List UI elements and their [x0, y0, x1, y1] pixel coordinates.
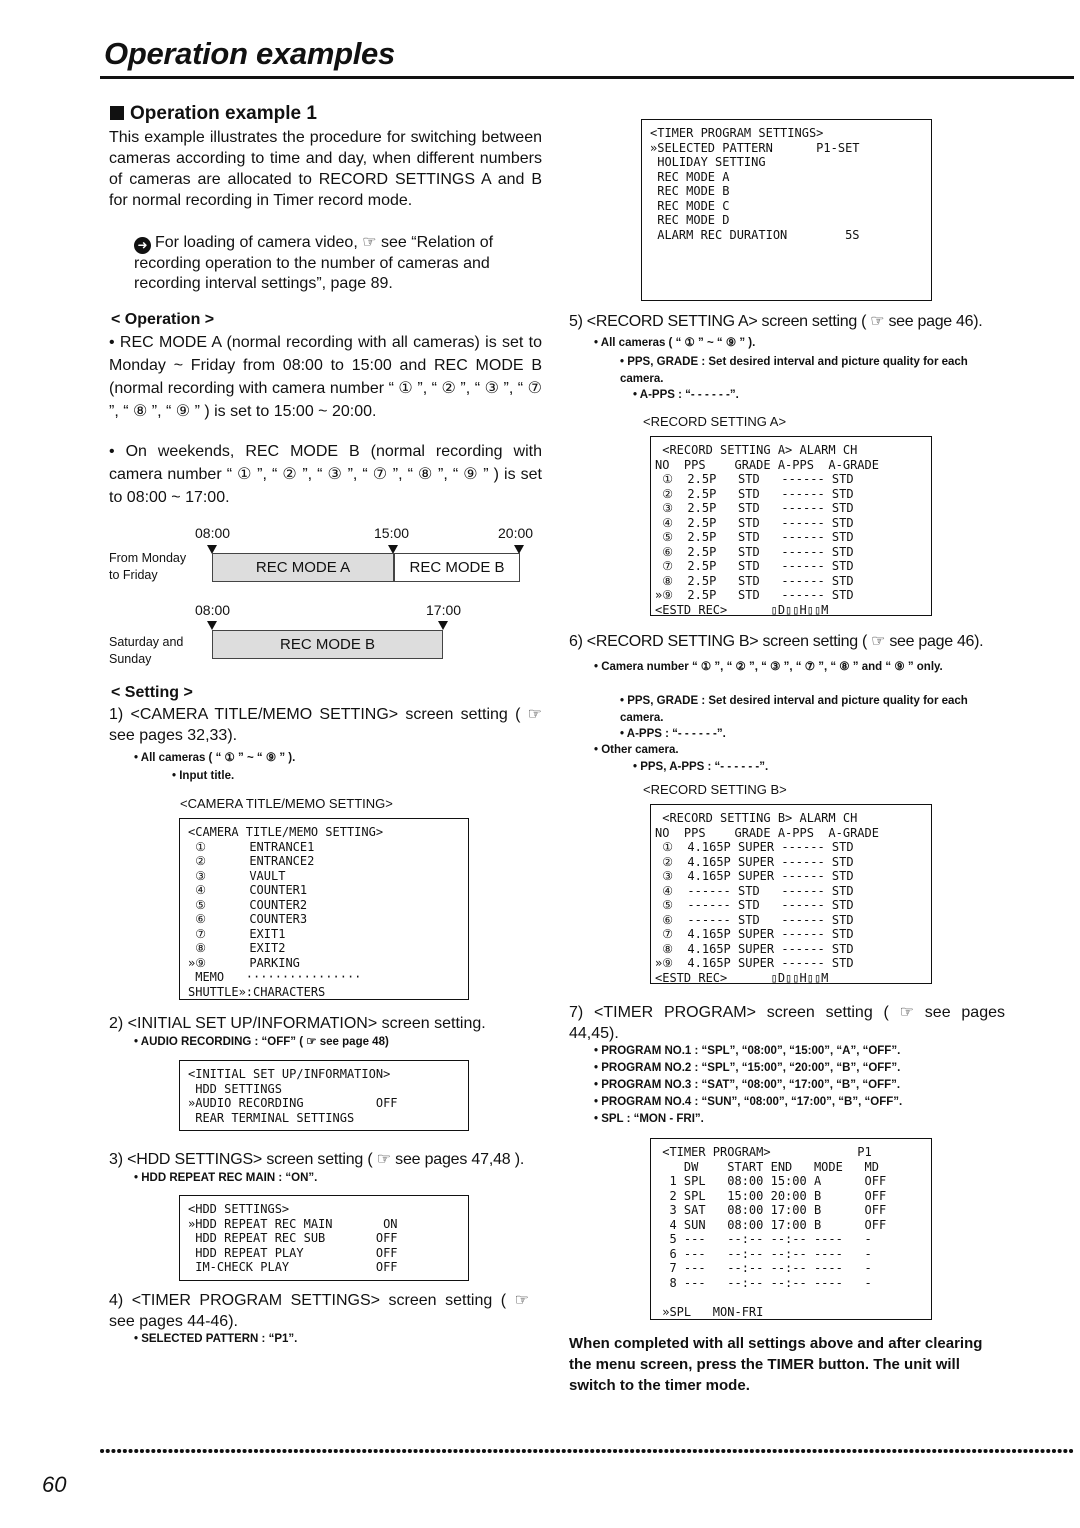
screen-line: REAR TERMINAL SETTINGS — [188, 1110, 355, 1125]
step-2: 2) <INITIAL SET UP/INFORMATION> screen setting. — [109, 1015, 486, 1032]
timer-program-screen — [650, 1138, 932, 1320]
screen-line: HDD SETTINGS — [188, 1081, 282, 1096]
screen-line: »AUDIO RECORDING OFF — [188, 1096, 398, 1110]
screen-line — [655, 1290, 921, 1305]
step-1: 1) <CAMERA TITLE/MEMO SETTING> screen setting ( ☞ see pages 32,33). — [109, 706, 542, 744]
schedule-diagram — [100, 520, 540, 670]
screen-line: REC MODE A — [650, 169, 730, 184]
screen-line: ② 4.165P SUPER ------ STD — [655, 854, 854, 869]
screen-line: ⑦ 4.165P SUPER ------ STD — [655, 927, 854, 941]
step-7-note: • SPL : “MON - FRI”. — [594, 1113, 704, 1125]
step-7-note: • PROGRAM NO.2 : “SPL”, “15:00”, “20:00”, “B”, “OFF”. — [594, 1062, 901, 1074]
screen-line: ⑧ 4.165P SUPER ------ STD — [655, 941, 854, 956]
step-2-note: • AUDIO RECORDING : “OFF” ( ☞ see page 48) — [134, 1036, 389, 1048]
screen-line: <RECORD SETTING A> ALARM CH — [655, 443, 858, 457]
time-label: 20:00 — [498, 525, 534, 541]
screen-line: »⑨ 4.165P SUPER ------ STD — [655, 956, 854, 970]
step-5-note: • A-PPS : “- - - - - -”. — [633, 389, 739, 401]
screen-line: ⑦ EXIT1 — [188, 926, 286, 941]
time-label: 17:00 — [426, 602, 462, 618]
screen-line: ④ 2.5P STD ------ STD — [655, 515, 854, 530]
screen-line: ⑥ 2.5P STD ------ STD — [655, 544, 854, 559]
weekend-label: Saturday and Sunday — [109, 635, 184, 666]
square-bullet-icon — [110, 106, 124, 120]
time-label: 08:00 — [195, 525, 231, 541]
step-6-note: • A-PPS : “- - - - - -”. — [620, 728, 726, 740]
hdd-settings-screen — [179, 1195, 469, 1281]
screen-line: IM-CHECK PLAY OFF — [188, 1260, 398, 1274]
screen-line: REC MODE B — [650, 184, 730, 198]
screen-line: ⑦ 2.5P STD ------ STD — [655, 559, 854, 573]
step-6-note: • PPS, A-PPS : “- - - - - -”. — [633, 761, 769, 773]
screen-line: NO PPS GRADE A-PPS A-GRADE — [655, 457, 879, 472]
section-heading — [110, 103, 317, 125]
screen-line: ③ 2.5P STD ------ STD — [655, 501, 854, 515]
time-label: 15:00 — [374, 525, 410, 541]
step-4-note: • SELECTED PATTERN : “P1”. — [134, 1333, 298, 1345]
step-5: 5) <RECORD SETTING A> screen setting ( ☞ see page 46). — [569, 313, 983, 330]
page-title: Operation examples — [104, 36, 395, 71]
screen-line: »⑨ PARKING — [188, 955, 300, 970]
step-5-note: • PPS, GRADE : Set desired interval and picture quality for each camera. — [620, 356, 968, 385]
step-7: 7) <TIMER PROGRAM> screen setting ( ☞ see pages 44,45). — [569, 1004, 1005, 1042]
step-6-note: • Other camera. — [594, 744, 679, 756]
screen-line: ⑧ 2.5P STD ------ STD — [655, 573, 854, 588]
time-label: 08:00 — [195, 602, 231, 618]
screen-line: ⑥ COUNTER3 — [188, 912, 308, 926]
step-3: 3) <HDD SETTINGS> screen setting ( ☞ see pages 47,48 ). — [109, 1151, 525, 1168]
setting-heading: < Setting > — [111, 684, 193, 701]
screen-line: HOLIDAY SETTING — [650, 155, 766, 169]
step-1-note: • All cameras ( “ ① ” ~ “ ⑨ ” ). — [134, 752, 296, 764]
step-7-note: • PROGRAM NO.4 : “SUN”, “08:00”, “17:00”, “B”, “OFF”. — [594, 1096, 903, 1108]
screen-caption: <RECORD SETTING B> — [643, 782, 787, 797]
screen-line: <ESTD REC> ▯D▯▯H▯▯M — [655, 602, 829, 617]
step-7-note: • PROGRAM NO.3 : “SAT”, “08:00”, “17:00”, “B”, “OFF”. — [594, 1079, 901, 1091]
screen-line: <TIMER PROGRAM> P1 — [655, 1145, 872, 1159]
step-4: 4) <TIMER PROGRAM SETTINGS> screen setting ( ☞ see pages 44-46). — [109, 1292, 529, 1330]
footer-dotted-rule — [100, 1447, 1076, 1455]
time-marker-icon — [207, 621, 217, 630]
step-6: 6) <RECORD SETTING B> screen setting ( ☞ see page 46). — [569, 633, 984, 650]
step-3-note: • HDD REPEAT REC MAIN : “ON”. — [134, 1172, 318, 1184]
screen-line: »⑨ 2.5P STD ------ STD — [655, 588, 854, 602]
screen-line: ⑥ ------ STD ------ STD — [655, 912, 854, 927]
step-7-note: • PROGRAM NO.1 : “SPL”, “08:00”, “15:00”, “A”, “OFF”. — [594, 1045, 901, 1057]
screen-line: HDD REPEAT REC SUB OFF — [188, 1231, 398, 1245]
screen-line: ③ VAULT — [188, 868, 286, 883]
step-6-note: • PPS, GRADE : Set desired interval and picture quality for each camera. — [620, 695, 968, 724]
screen-line: DW START END MODE MD — [655, 1159, 879, 1174]
screen-line: ④ ------ STD ------ STD — [655, 883, 854, 898]
timer-program-settings-screen — [641, 119, 932, 301]
record-setting-a-screen — [650, 436, 932, 616]
screen-line: <INITIAL SET UP/INFORMATION> — [188, 1067, 391, 1081]
screen-line: <RECORD SETTING B> ALARM CH — [655, 811, 858, 825]
section-heading-text: Operation example 1 — [130, 103, 317, 124]
screen-line: NO PPS GRADE A-PPS A-GRADE — [655, 825, 879, 840]
screen-line: ② ENTRANCE2 — [188, 854, 315, 868]
page-number: 60 — [42, 1472, 67, 1497]
closing-instruction: When completed with all settings above and after clearing the menu screen, press the TIMER button. The unit will switch to the timer mode. — [569, 1335, 983, 1394]
screen-line: ① 4.165P SUPER ------ STD — [655, 840, 854, 854]
step-1-note: • Input title. — [172, 770, 235, 782]
screen-line: 1 SPL 08:00 15:00 A OFF — [655, 1174, 887, 1188]
screen-line: »HDD REPEAT REC MAIN ON — [188, 1216, 398, 1231]
screen-line: ⑤ ------ STD ------ STD — [655, 898, 854, 912]
intro-paragraph: This example illustrates the procedure for switching between cameras according to time and day, when different numbers of cameras are allocated to RECORD SETTINGS A and B for normal recording in Timer record mode. — [109, 129, 542, 209]
screen-caption: <CAMERA TITLE/MEMO SETTING> — [180, 796, 393, 811]
screen-line: ② 2.5P STD ------ STD — [655, 486, 854, 501]
time-marker-icon — [438, 621, 448, 630]
screen-line: <TIMER PROGRAM SETTINGS> — [650, 126, 824, 140]
screen-line: HDD REPEAT PLAY OFF — [188, 1245, 398, 1260]
note-text: For loading of camera video, ☞ see “Relation of recording operation to the number of cameras and recording interval settings”, page 89. — [134, 234, 494, 292]
screen-line: ⑤ 2.5P STD ------ STD — [655, 530, 854, 544]
screen-line: 2 SPL 15:00 20:00 B OFF — [655, 1188, 887, 1203]
screen-caption: <RECORD SETTING A> — [643, 414, 787, 429]
screen-line: MEMO ················ — [188, 970, 362, 984]
note-paragraph — [134, 233, 534, 294]
step-5-note: • All cameras ( “ ① ” ~ “ ⑨ ” ). — [594, 337, 756, 349]
screen-line: ⑧ EXIT2 — [188, 941, 286, 955]
screen-line: »SELECTED PATTERN P1-SET — [650, 140, 860, 155]
screen-line: ⑤ COUNTER2 — [188, 897, 308, 912]
screen-line: SHUTTLE»:CHARACTERS — [188, 984, 326, 999]
screen-line: <CAMERA TITLE/MEMO SETTING> — [188, 825, 384, 839]
title-rule — [100, 76, 1074, 79]
initial-setup-screen — [179, 1060, 469, 1131]
screen-line: 8 --- --:-- --:-- ---- - — [655, 1275, 872, 1290]
screen-line: 4 SUN 08:00 17:00 B OFF — [655, 1217, 887, 1232]
rec-mode-b-weekend-block: REC MODE B — [212, 630, 443, 659]
screen-line: 6 --- --:-- --:-- ---- - — [655, 1246, 872, 1261]
screen-line: 7 --- --:-- --:-- ---- - — [655, 1261, 872, 1275]
screen-line: 3 SAT 08:00 17:00 B OFF — [655, 1203, 887, 1217]
rec-mode-a-block: REC MODE A — [212, 553, 394, 582]
screen-line: ④ COUNTER1 — [188, 883, 308, 897]
step-7-notes — [594, 1043, 994, 1128]
step-6-note: • Camera number “ ① ”, “ ② ”, “ ③ ”, “ ⑦ ”, “ ⑧ ” and “ ⑨ ” only. — [594, 661, 943, 673]
rec-mode-b-block: REC MODE B — [394, 553, 520, 582]
screen-line: ③ 4.165P SUPER ------ STD — [655, 869, 854, 883]
operation-paragraph-2: • On weekends, REC MODE B (normal recording with camera number “ ① ”, “ ② ”, “ ③ ”, “ ⑦ ”, “ ⑧ ”, “ ⑨ ” ) is set to 08:00 ~ 17:00. — [109, 443, 542, 506]
screen-line: »SPL MON-FRI — [655, 1304, 764, 1319]
camera-title-screen — [179, 818, 469, 1000]
screen-line: ① 2.5P STD ------ STD — [655, 472, 854, 486]
operation-heading: < Operation > — [111, 311, 215, 328]
weekday-label: From Monday to Friday — [109, 551, 187, 582]
screen-line: 5 --- --:-- --:-- ---- - — [655, 1232, 872, 1246]
screen-line: ① ENTRANCE1 — [188, 839, 315, 854]
screen-line: <HDD SETTINGS> — [188, 1202, 290, 1216]
screen-line: <ESTD REC> ▯D▯▯H▯▯M — [655, 970, 829, 985]
record-setting-b-screen — [650, 804, 932, 984]
screen-line: REC MODE D — [650, 213, 730, 227]
arrow-right-icon: ➜ — [134, 237, 151, 254]
screen-line: ALARM REC DURATION 5S — [650, 227, 860, 242]
screen-line: REC MODE C — [650, 198, 730, 213]
operation-paragraph-1: • REC MODE A (normal recording with all cameras) is set to Monday ~ Friday from 08:00 to 15:00 and REC MODE B (normal recording with camera number “ ① ”, “ ② ”, “ ③ ”, “ ⑦ ”, “ ⑧ ”, “ ⑨ ” ) is set to 15:00 ~ 20:00. — [109, 334, 542, 420]
